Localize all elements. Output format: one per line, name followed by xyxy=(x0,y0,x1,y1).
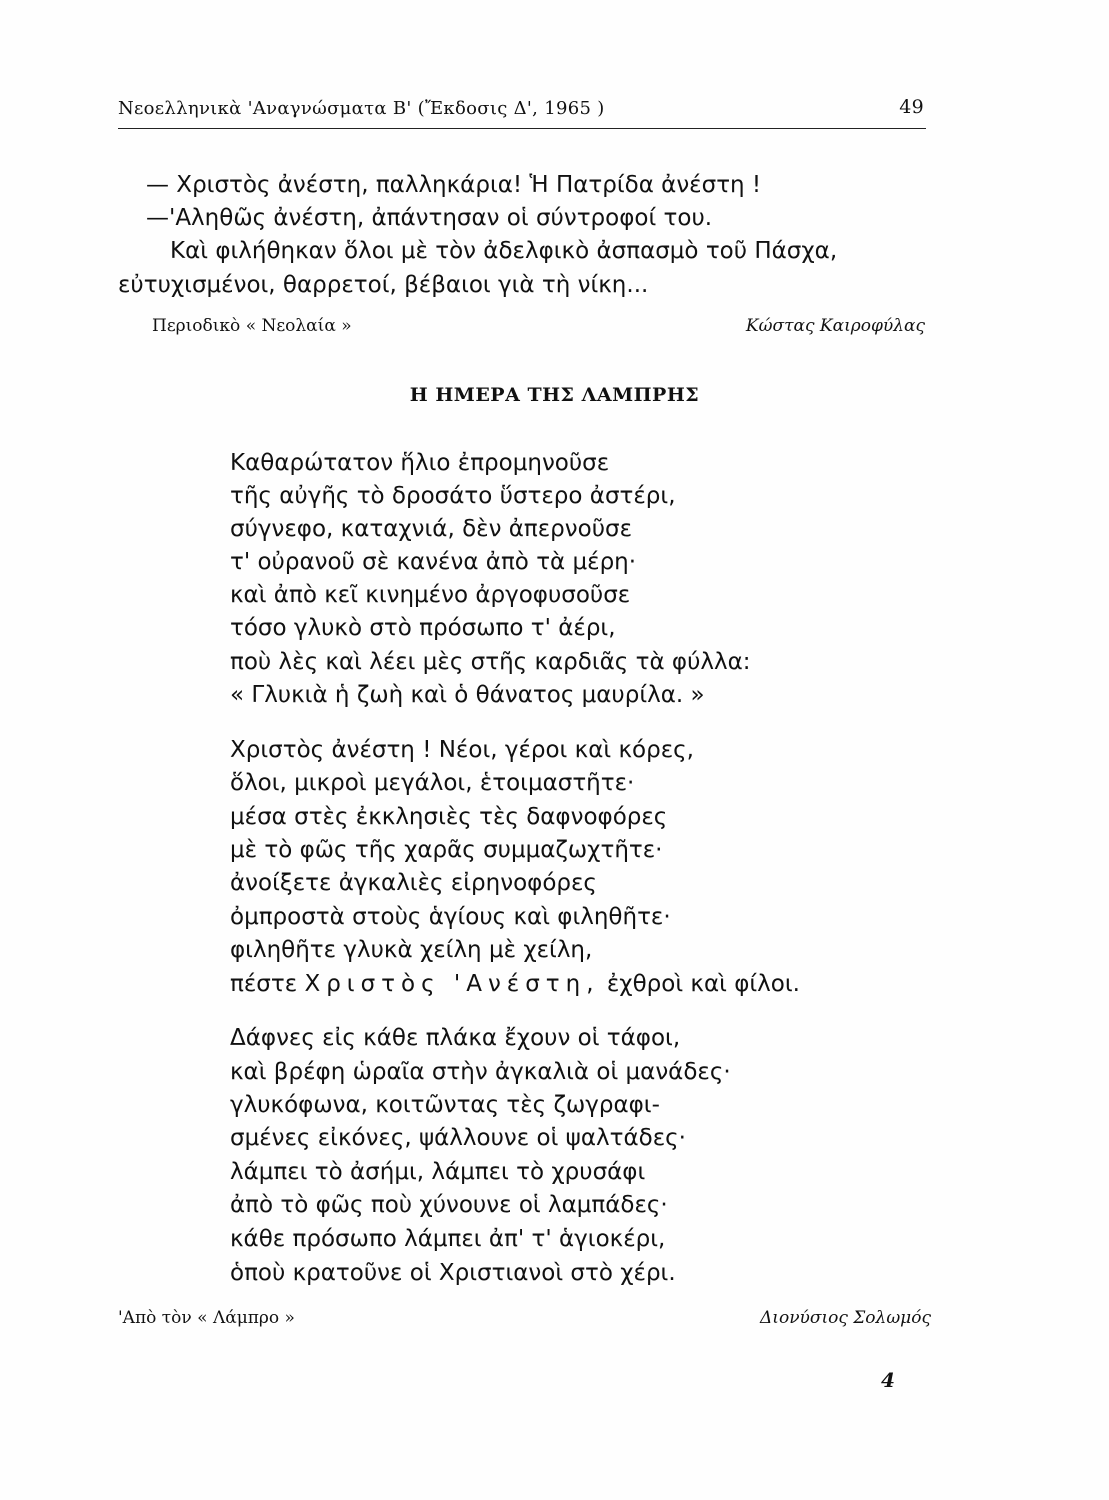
prose-line: Καὶ φιλήθηκαν ὅλοι μὲ τὸν ἀδελφικὸ ἀσπασμὸ τοῦ Πάσχα, xyxy=(170,238,838,264)
verse-prefix: πέστε xyxy=(230,971,298,997)
verse-line: ποὺ λὲς καὶ λέει μὲς στῆς καρδιᾶς τὰ φύλλα: xyxy=(230,649,751,675)
intro-author: Κώστας Καιροφύλας xyxy=(745,316,925,336)
verse-line: σμένες εἰκόνες, ψάλλουνε οἱ ψαλτάδες· xyxy=(230,1125,686,1151)
header-title: Νεοελληνικὰ 'Αναγνώσματα Β' (Ἔκδοσις Δ', 1965 ) xyxy=(118,98,605,119)
poem-title: Η ΗΜΕΡΑ ΤΗΣ ΛΑΜΠΡΗΣ xyxy=(409,384,700,406)
verse-line: κάθε πρόσωπο λάμπει ἀπ' τ' ἁγιοκέρι, xyxy=(230,1226,666,1252)
verse-line xyxy=(230,971,800,997)
verse-line: σύγνεφο, καταχνιά, δὲν ἀπερνοῦσε xyxy=(230,516,633,542)
poem-author: Διονύσιος Σολωμός xyxy=(760,1308,931,1328)
verse-line: μέσα στὲς ἐκκλησιὲς τὲς δαφνοφόρες xyxy=(230,804,668,830)
verse-line: « Γλυκιὰ ἡ ζωὴ καὶ ὁ θάνατος μαυρίλα. » xyxy=(230,682,705,708)
verse-line: καὶ βρέφη ὡραῖα στὴν ἀγκαλιὰ οἱ μανάδες· xyxy=(230,1059,731,1085)
verse-spaced-phrase: Χριστὸς 'Ανέστη, xyxy=(304,971,600,997)
verse-line: καὶ ἀπὸ κεῖ κινημένο ἀργοφυσοῦσε xyxy=(230,582,631,608)
signature-mark: 4 xyxy=(881,1368,895,1392)
verse-line: ἀπὸ τὸ φῶς ποὺ χύνουνε οἱ λαμπάδες· xyxy=(230,1192,668,1218)
verse-line: τῆς αὐγῆς τὸ δροσάτο ὕστερο ἀστέρι, xyxy=(230,483,676,509)
verse-line: φιληθῆτε γλυκὰ χείλη μὲ χείλη, xyxy=(230,937,593,963)
verse-line: μὲ τὸ φῶς τῆς χαρᾶς συμμαζωχτῆτε· xyxy=(230,837,663,863)
verse-suffix: ἐχθροὶ καὶ φίλοι. xyxy=(606,971,800,997)
intro-source: Περιοδικὸ « Νεολαία » xyxy=(152,316,352,336)
verse-line: γλυκόφωνα, κοιτῶντας τὲς ζωγραφι- xyxy=(230,1092,660,1118)
page-number: 49 xyxy=(899,96,924,118)
prose-line: εὐτυχισμένοι, θαρρετοί, βέβαιοι γιὰ τὴ νίκη... xyxy=(118,272,649,298)
verse-line: Δάφνες εἰς κάθε πλάκα ἔχουν οἱ τάφοι, xyxy=(230,1025,681,1051)
verse-line: λάμπει τὸ ἀσήμι, λάμπει τὸ χρυσάφι xyxy=(230,1159,646,1185)
prose-line: —'Αληθῶς ἀνέστη, ἀπάντησαν οἱ σύντροφοί του. xyxy=(146,205,713,231)
verse-line: ὅλοι, μικροὶ μεγάλοι, ἑτοιμαστῆτε· xyxy=(230,770,635,796)
verse-line: τόσο γλυκὸ στὸ πρόσωπο τ' ἀέρι, xyxy=(230,615,616,641)
prose-line: — Χριστὸς ἀνέστη, παλληκάρια! Ἡ Πατρίδα ἀνέστη ! xyxy=(146,172,762,198)
header-rule xyxy=(118,128,926,129)
verse-line: ἀνοίξετε ἀγκαλιὲς εἰρηνοφόρες xyxy=(230,870,597,896)
running-header xyxy=(118,94,926,124)
verse-line: Χριστὸς ἀνέστη ! Νέοι, γέροι καὶ κόρες, xyxy=(230,737,694,763)
verse-line: τ' οὐρανοῦ σὲ κανένα ἀπὸ τὰ μέρη· xyxy=(230,549,637,575)
poem-source: 'Απὸ τὸν « Λάμπρο » xyxy=(118,1308,295,1328)
verse-line: Καθαρώτατον ἥλιο ἐπρομηνοῦσε xyxy=(230,450,610,476)
verse-line: ὁποὺ κρατοῦνε οἱ Χριστιανοὶ στὸ χέρι. xyxy=(230,1260,676,1286)
verse-line: ὀμπροστὰ στοὺς ἁγίους καὶ φιληθῆτε· xyxy=(230,904,671,930)
